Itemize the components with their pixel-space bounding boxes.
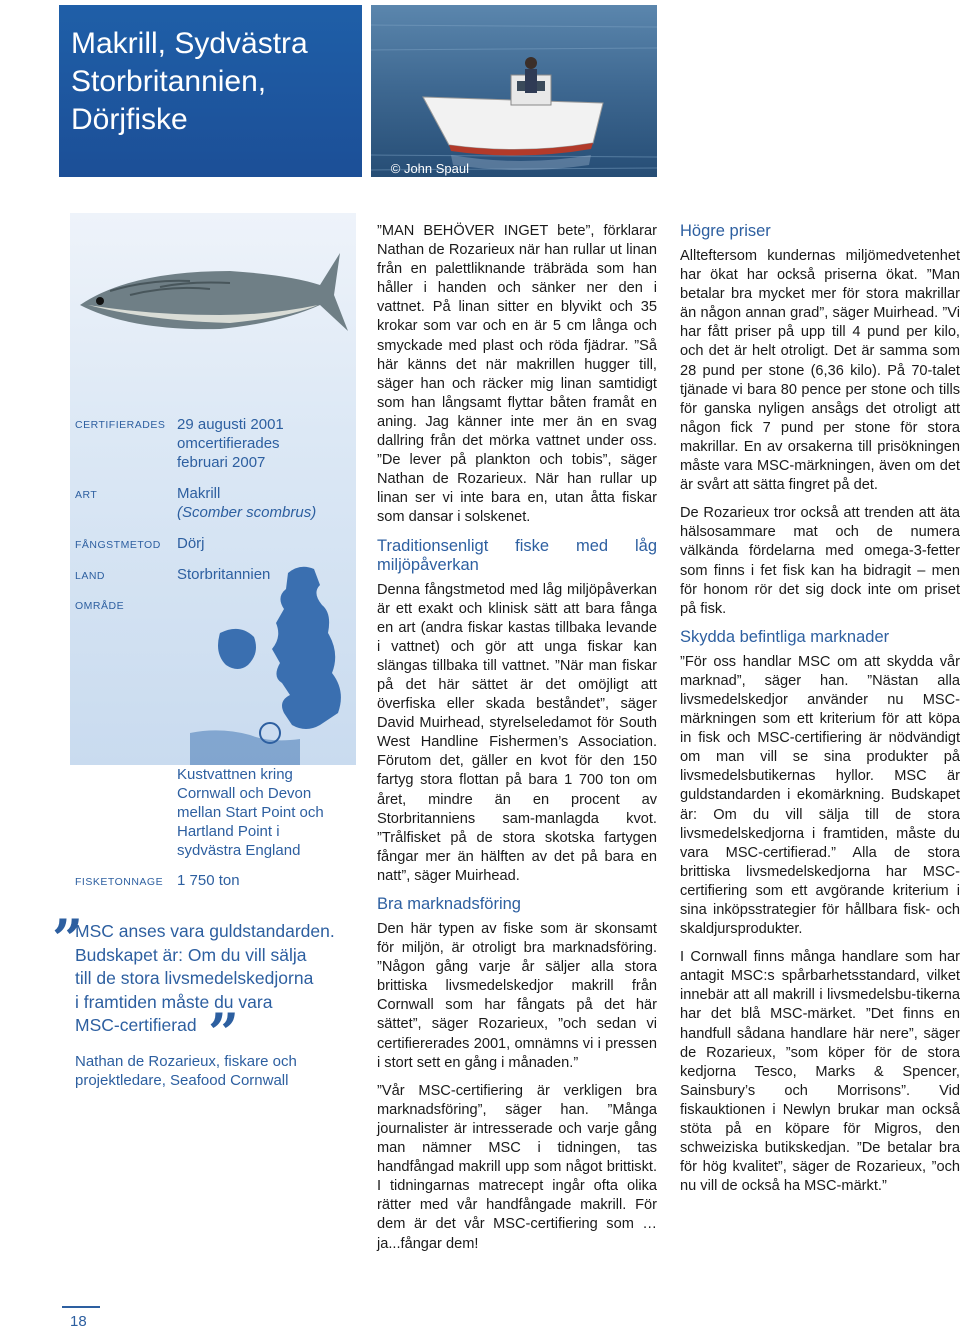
paragraph: Allteftersom kundernas miljömedvetenhet har ökat har också priserna ökat. ”Man betalar bra mycket mer för stora makrillar än någon annan grad”, säger Muirhead. ”Vi har fått priser på upp till 4 pund per kilo, och det är helt otroligt. Det är samma som 28 pund per stone (6,36 kilo). På 70-talet tjänade vi bara 80 pence per stone och tills för ganska nyligen ansågs det otroligt att någon fick 7 pund per stone för stora makrillar. En av orsakerna till prisökningen måste vara MSC-märkningen, även om det är svårt att sätta fingret på det. [680,248,960,494]
article-column-2 [680,222,960,1205]
country-label: LAND [75,570,106,582]
section-heading-tradition: Traditionsenligt fiske med låg miljöpåverkan [377,536,657,574]
section-heading-markets: Skydda befintliga marknader [680,627,890,646]
quote-attribution: Nathan de Rozarieux, fiskare och projektledare, Seafood Cornwall [75,1053,297,1089]
article-column-1 [377,222,657,1263]
photo-credit: © John Spaul [390,161,469,176]
paragraph: De Rozarieux tror också att trenden att äta hälsosammare mat och de numera välkända fördelarna med omega-3-fetter som finns i fet fisk kan ha bidragit – men för honom rör det sig dock inte om priset på fisk. [680,505,960,617]
page-title-line-2: Storbritannien, [71,65,267,98]
paragraph: Denna fångstmetod med låg miljöpåverkan är ett exakt och klinisk sätt att bara fånga en art (andra fiskar kastas tillbaka levande i vattnet) och gör att unga fiskar kan slängas tillbaka till vattnet. ”När man fiskar på det här sättet är det omöjligt att överfiska eller skada beståndet”, säger David Muirhead, styrelseledamot för South West Handline Fishermen’s Association. Förutom det, gäller en kvot för den 150 fartyg stora flottan på bara 1 700 ton om året, mindre än en procent av Storbritanniens sam-manlagda kvot. ”Trålfisket på de stora skotska fartygen fångar mer än hälften av det på bara en natt”, säger Muirhead. [377,581,657,884]
method-value: Dörj [177,535,205,552]
mackerel-icon [80,253,348,331]
species-label: ART [75,489,98,501]
certified-value: 29 augusti 2001 omcertifierades februari 2007 [177,416,284,471]
open-quote-icon: ” [52,907,84,971]
close-quote-icon: ” [208,1001,240,1065]
page-title-line-3: Dörjfiske [71,103,188,136]
tonnage-label: FISKETONNAGE [75,876,164,888]
uk-map-icon [190,567,341,765]
paragraph: I Cornwall finns många handlare som har antagit MSC:s spårbarhetsstandard, vilket innebär att all makrill i livsmedelsbu-tikerna har det blå MSC-märket. ”Det finns en handfull sådana handlare här nere”, säger de Rozarieux, ”som köper för de stora kedjorna Tesco, Marks & Spencer, Sainsbury’s och Morrisons”. Vid fiskauktionen i Newlyn brukar man också stöta på en köpare för Migros, den schweiziska butikskedjan. ”De betalar bra för hög kvalitet”, säger de Rozarieux, ”och nu vill de också ha MSC-märkt.” [680,949,960,1195]
area-label: OMRÅDE [75,600,125,612]
paragraph: Den här typen av fiske som är skonsamt för miljön, är otroligt bra marknadsföring. ”Någon gång varje år säljer alla stora brittiska livsmedelskedjor makrill från Cornwall som har fångats på det här sättet”, säger Rozarieux, ”och sedan vi certifiererades 2001, omnämns vi i pressen i stort sett en gång i månaden.” [377,921,657,1071]
pull-quote: MSC anses vara guldstandarden. Budskapet är: Om du vill sälja till de stora livsmedelskedjorna i framtiden måste du vara MSC-certifierad [75,921,335,1035]
intro-paragraph: ”MAN BEHÖVER INGET bete”, förklarar Nathan de Rozarieux när han rullar ut linan från en palettliknande träbräda som han håller i handen och sänker ner den i vattnet. På linan sitter en blyvikt och 35 krokar som var och en är 5 cm långa och smyckade med plast och röda fjädrar. ”Så här känns det när makrillen hugger till, säger han och räcker mig linan samtidigt som han långsamt flyttar båten framåt en aning. Jag känner inte mer än en svag dallring från det mörka vattnet under oss. ”De lever på plankton och tobis”, säger Nathan de Rozarieux. När han rullar up linan ser vi inte bara en, utan åtta fiskar som dansar i solskenet. [377,223,657,526]
boat-illustration [371,5,657,177]
area-value: Kustvattnen kring Cornwall och Devon mellan Start Point och Hartland Point i sydvästra England [177,766,324,859]
page-title-line-1: Makrill, Sydvästra [71,27,308,60]
section-heading-prices: Högre priser [680,222,771,240]
method-label: FÅNGSTMETOD [75,539,161,551]
hero-title-box [59,5,362,177]
certified-label: CERTIFIERADES [75,419,166,431]
boat-photo [371,5,657,177]
paragraph: ”För oss handlar MSC om att skydda vår marknad”, säger han. ”Nästan alla livsmedelskedjor använder nu MSC-märkningen som ett kriterium för att köpa in fisk och MSC-certifiering är nödvändigt om man vill se sina produkter på livsmedelsbutikernas hyllor. MSC är guldstandarden i ekomärkning. Budskapet är: Om du vill sälja till de stora livsmedelskedjorna i framtiden, måste du vara MSC-certifierad.” Alla de stora brittiska livsmedelskedjorna har MSC-certifiering som ett avgörande kriterium i sina inköpsstrategier för hållbara fisk- och skaldjursprodukter. [680,653,960,938]
country-value: Storbritannien [177,566,271,583]
page-number-rule [62,1306,100,1308]
page-number: 18 [70,1313,87,1330]
tonnage-value: 1 750 ton [177,872,240,889]
paragraph: ”Vår MSC-certifiering är verkligen bra marknadsföring”, säger han. ”Många journalister är intresserade och varje gång man nämner MSC i tidningen, tas handfångad makrill upp som något brittiskt. I tidningarnas matrecept ingår ofta olika rätter med vår handfångade makrill. För dem är det vår MSC-certifiering som … ja...fångar dem! [377,1082,657,1252]
section-heading-marketing: Bra marknadsföring [377,895,521,913]
species-value: Makrill (Scomber scombrus) [177,485,317,521]
